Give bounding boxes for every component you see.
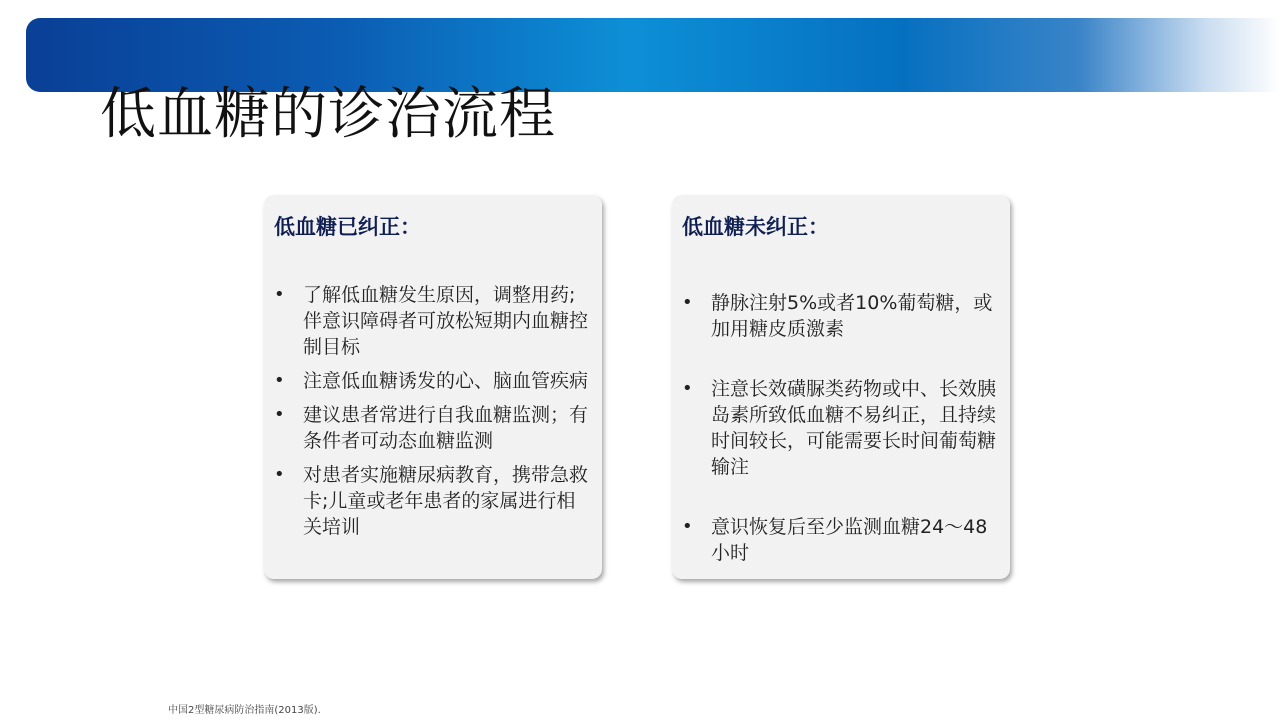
card-heading: 低血糖已纠正： (274, 215, 421, 239)
bullet-list (272, 282, 592, 548)
list-item: • 静脉注射5%或者10%葡萄糖，或加用糖皮质激素 (680, 290, 1000, 342)
slide-title: 低血糖的诊治流程 (100, 82, 556, 147)
uncorrected-hypoglycemia-card (672, 195, 1010, 579)
list-item: • 注意低血糖诱发的心、脑血管疾病 (272, 368, 592, 394)
list-item: • 对患者实施糖尿病教育，携带急救卡;儿童或老年患者的家属进行相关培训 (272, 462, 592, 540)
corrected-hypoglycemia-card (264, 195, 602, 579)
list-item: • 意识恢复后至少监测血糖24～48小时 (680, 514, 1000, 566)
list-item: • 了解低血糖发生原因，调整用药;伴意识障碍者可放松短期内血糖控制目标 (272, 282, 592, 360)
source-footnote: 中国2型糖尿病防治指南(2013版). (168, 705, 321, 716)
bullet-list (680, 290, 1000, 600)
list-item: • 建议患者常进行自我血糖监测；有条件者可动态血糖监测 (272, 402, 592, 454)
card-heading: 低血糖未纠正： (682, 215, 829, 239)
list-item: • 注意长效磺脲类药物或中、长效胰岛素所致低血糖不易纠正，且持续时间较长，可能需要长时间葡萄糖输注 (680, 376, 1000, 480)
